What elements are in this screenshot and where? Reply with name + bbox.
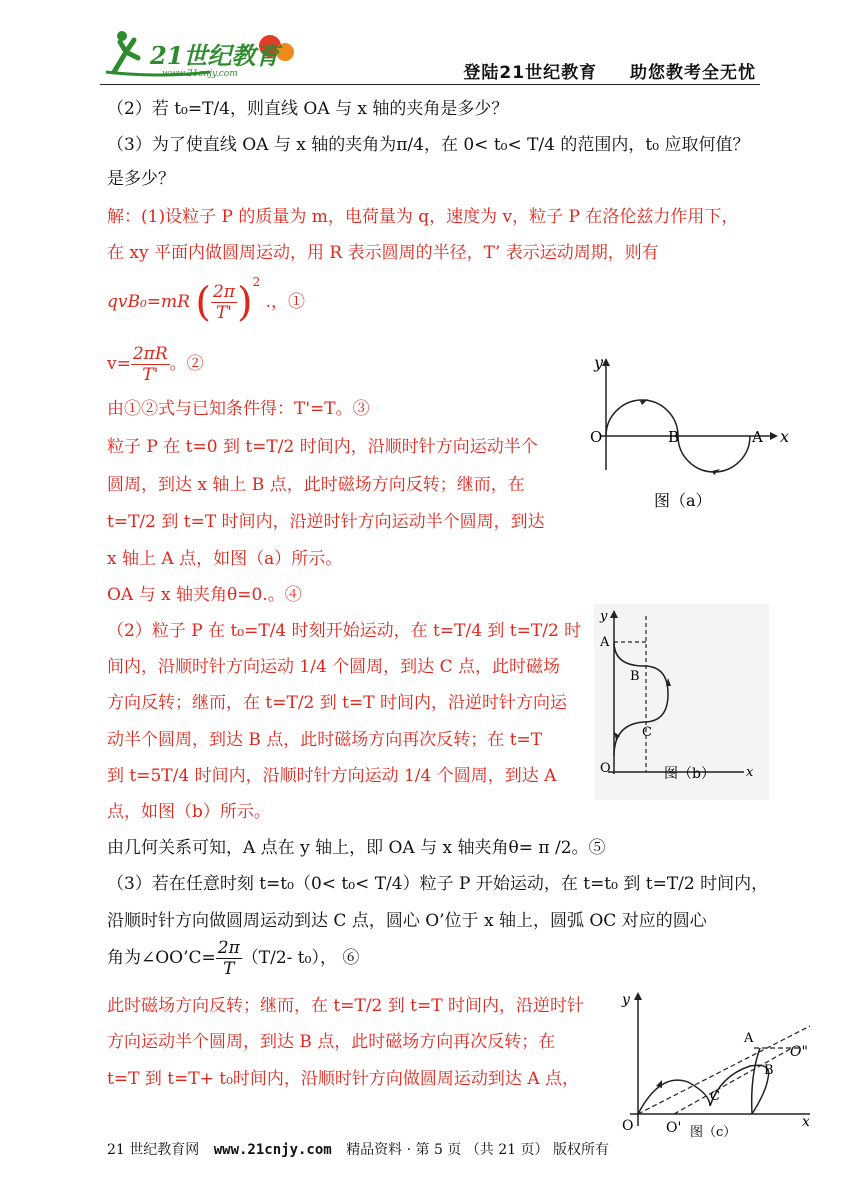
equation-1: qvB₀=mR ( $\frac{2\pi}{T'}$ )$^2$ .，① — [107, 275, 306, 326]
solution-line: 方向反转；继而，在 t=T/2 到 t=T 时间内，沿逆时针方向运 — [107, 693, 567, 713]
solution-line: （3）若在任意时刻 t=t₀（0< t₀< T/4）粒子 P 开始运动，在 t=t₀ 到 t=T/2 时间内， — [107, 874, 769, 894]
point-O: O — [622, 1118, 634, 1134]
solution-line: 间内，沿顺时针方向运动 1/4 个圆周，到达 C 点，此时磁场 — [107, 657, 560, 677]
question-2: （2）若 t₀=T/4，则直线 OA 与 x 轴的夹角是多少？ — [107, 99, 509, 119]
site-logo — [100, 28, 300, 80]
point-C: C — [642, 725, 652, 740]
point-C: C — [710, 1089, 720, 1104]
solution-line: 粒子 P 在 t=0 到 t=T/2 时间内，沿顺时针方向运动半个 — [107, 437, 538, 457]
figure-c-caption: 图（c） — [690, 1125, 737, 1140]
footer-site: 21 世纪教育网 — [107, 1142, 200, 1158]
solution-line: 解：(1)设粒子 P 的质量为 m，电荷量为 q，速度为 v，粒子 P 在洛伦兹力作用下， — [107, 207, 739, 227]
solution-line: 在 xy 平面内做圆周运动，用 R 表示圆周的半径，T’ 表示运动周期，则有 — [107, 243, 659, 263]
page-footer — [107, 1139, 609, 1159]
eq1-left: qvB₀=mR — [107, 292, 190, 312]
solution-line: 到 t=5T/4 时间内，沿顺时针方向运动 1/4 个圆周，到达 A — [107, 766, 557, 786]
equation-2 — [107, 344, 204, 390]
solution-line: 由几何关系可知，A 点在 y 轴上，即 OA 与 x 轴夹角θ= π /2。⑤ — [107, 838, 606, 858]
solution-line: 点，如图（b）所示。 — [107, 802, 271, 822]
solution-line: t=T 到 t=T+ t₀时间内，沿顺时针方向做圆周运动到达 A 点， — [107, 1069, 580, 1089]
eq3-denominator: T — [223, 959, 235, 979]
eq1-tail: .，① — [265, 292, 306, 312]
figure-a-caption: 图（a） — [654, 491, 712, 510]
header-tagline — [463, 58, 756, 83]
tagline-slogan: 助您教考全无忧 — [630, 63, 756, 83]
point-O: O — [590, 428, 603, 446]
point-B: B — [630, 669, 640, 684]
point-O: O — [600, 761, 611, 776]
solution-line: 方向运动半个圆周，到达 B 点，此时磁场方向再次反转；在 — [107, 1032, 556, 1052]
solution-line: t=T/2 到 t=T 时间内，沿逆时针方向运动半个圆周，到达 — [107, 512, 545, 532]
eq2-denominator: T' — [142, 365, 159, 385]
solution-line: x 轴上 A 点，如图（a）所示。 — [107, 549, 343, 569]
axis-x-label: x — [780, 427, 790, 446]
solution-line: 由①②式与已知条件得：T'=T。③ — [107, 399, 370, 419]
footer-url-link[interactable]: www.21cnjy.com — [213, 1142, 332, 1158]
logo-url: www.21cnjy.com — [162, 69, 238, 79]
figure-a — [570, 350, 790, 520]
eq1-exponent: 2 — [252, 275, 261, 290]
eq1-numerator: 2π — [212, 282, 235, 302]
eq3-left: 角为∠OO’C= — [107, 948, 216, 968]
figure-b-caption: 图（b） — [664, 766, 715, 782]
point-B: B — [668, 428, 680, 446]
figure-c — [600, 986, 822, 1146]
point-O-prime: O' — [666, 1120, 682, 1136]
logo-text: 21世纪教育 — [150, 41, 280, 70]
question-3-line2: 是多少？ — [107, 169, 175, 189]
tagline-login: 登陆21世纪教育 — [463, 63, 598, 83]
axis-y-label: y — [622, 992, 630, 1008]
footer-info: 精品资料 · 第 5 页 （共 21 页） 版权所有 — [346, 1142, 609, 1158]
axis-x-label: x — [802, 1114, 810, 1130]
solution-line: 沿顺时针方向做圆周运动到达 C 点，圆心 O’位于 x 轴上，圆弧 OC 对应的圆心 — [107, 911, 707, 931]
axis-x-label: x — [746, 765, 754, 780]
eq3-numerator: 2π — [217, 938, 240, 958]
solution-line: 圆周，到达 x 轴上 B 点，此时磁场方向反转；继而，在 — [107, 475, 525, 495]
point-B: B — [764, 1063, 774, 1078]
point-A: A — [600, 635, 610, 650]
point-O-double-prime: O" — [790, 1044, 808, 1060]
eq1-denominator: T' — [215, 303, 232, 323]
axis-y-label: y — [600, 609, 608, 624]
eq2-numerator: 2πR — [132, 344, 168, 364]
point-A: A — [752, 428, 763, 446]
equation-6 — [107, 938, 359, 984]
axis-y-label: y — [594, 353, 604, 372]
solution-line: OA 与 x 轴夹角θ=0.。④ — [107, 585, 302, 605]
eq3-tail: （T/2- t₀）， ⑥ — [241, 948, 360, 968]
figure-b — [594, 604, 769, 800]
question-3-line1: （3）为了使直线 OA 与 x 轴的夹角为π/4，在 0< t₀< T/4 的范围内，t₀ 应取何值？ — [107, 135, 750, 155]
solution-line: 动半个圆周，到达 B 点，此时磁场方向再次反转；在 t=T — [107, 730, 543, 750]
solution-line: 此时磁场方向反转；继而，在 t=T/2 到 t=T 时间内，沿逆时针 — [107, 996, 584, 1016]
eq2-tail: 。② — [169, 354, 204, 374]
header-rule — [100, 84, 760, 85]
eq2-left: v= — [107, 354, 131, 374]
solution-line: （2）粒子 P 在 t₀=T/4 时刻开始运动，在 t=T/4 到 t=T/2 时 — [107, 621, 582, 641]
point-A: A — [744, 1031, 754, 1046]
